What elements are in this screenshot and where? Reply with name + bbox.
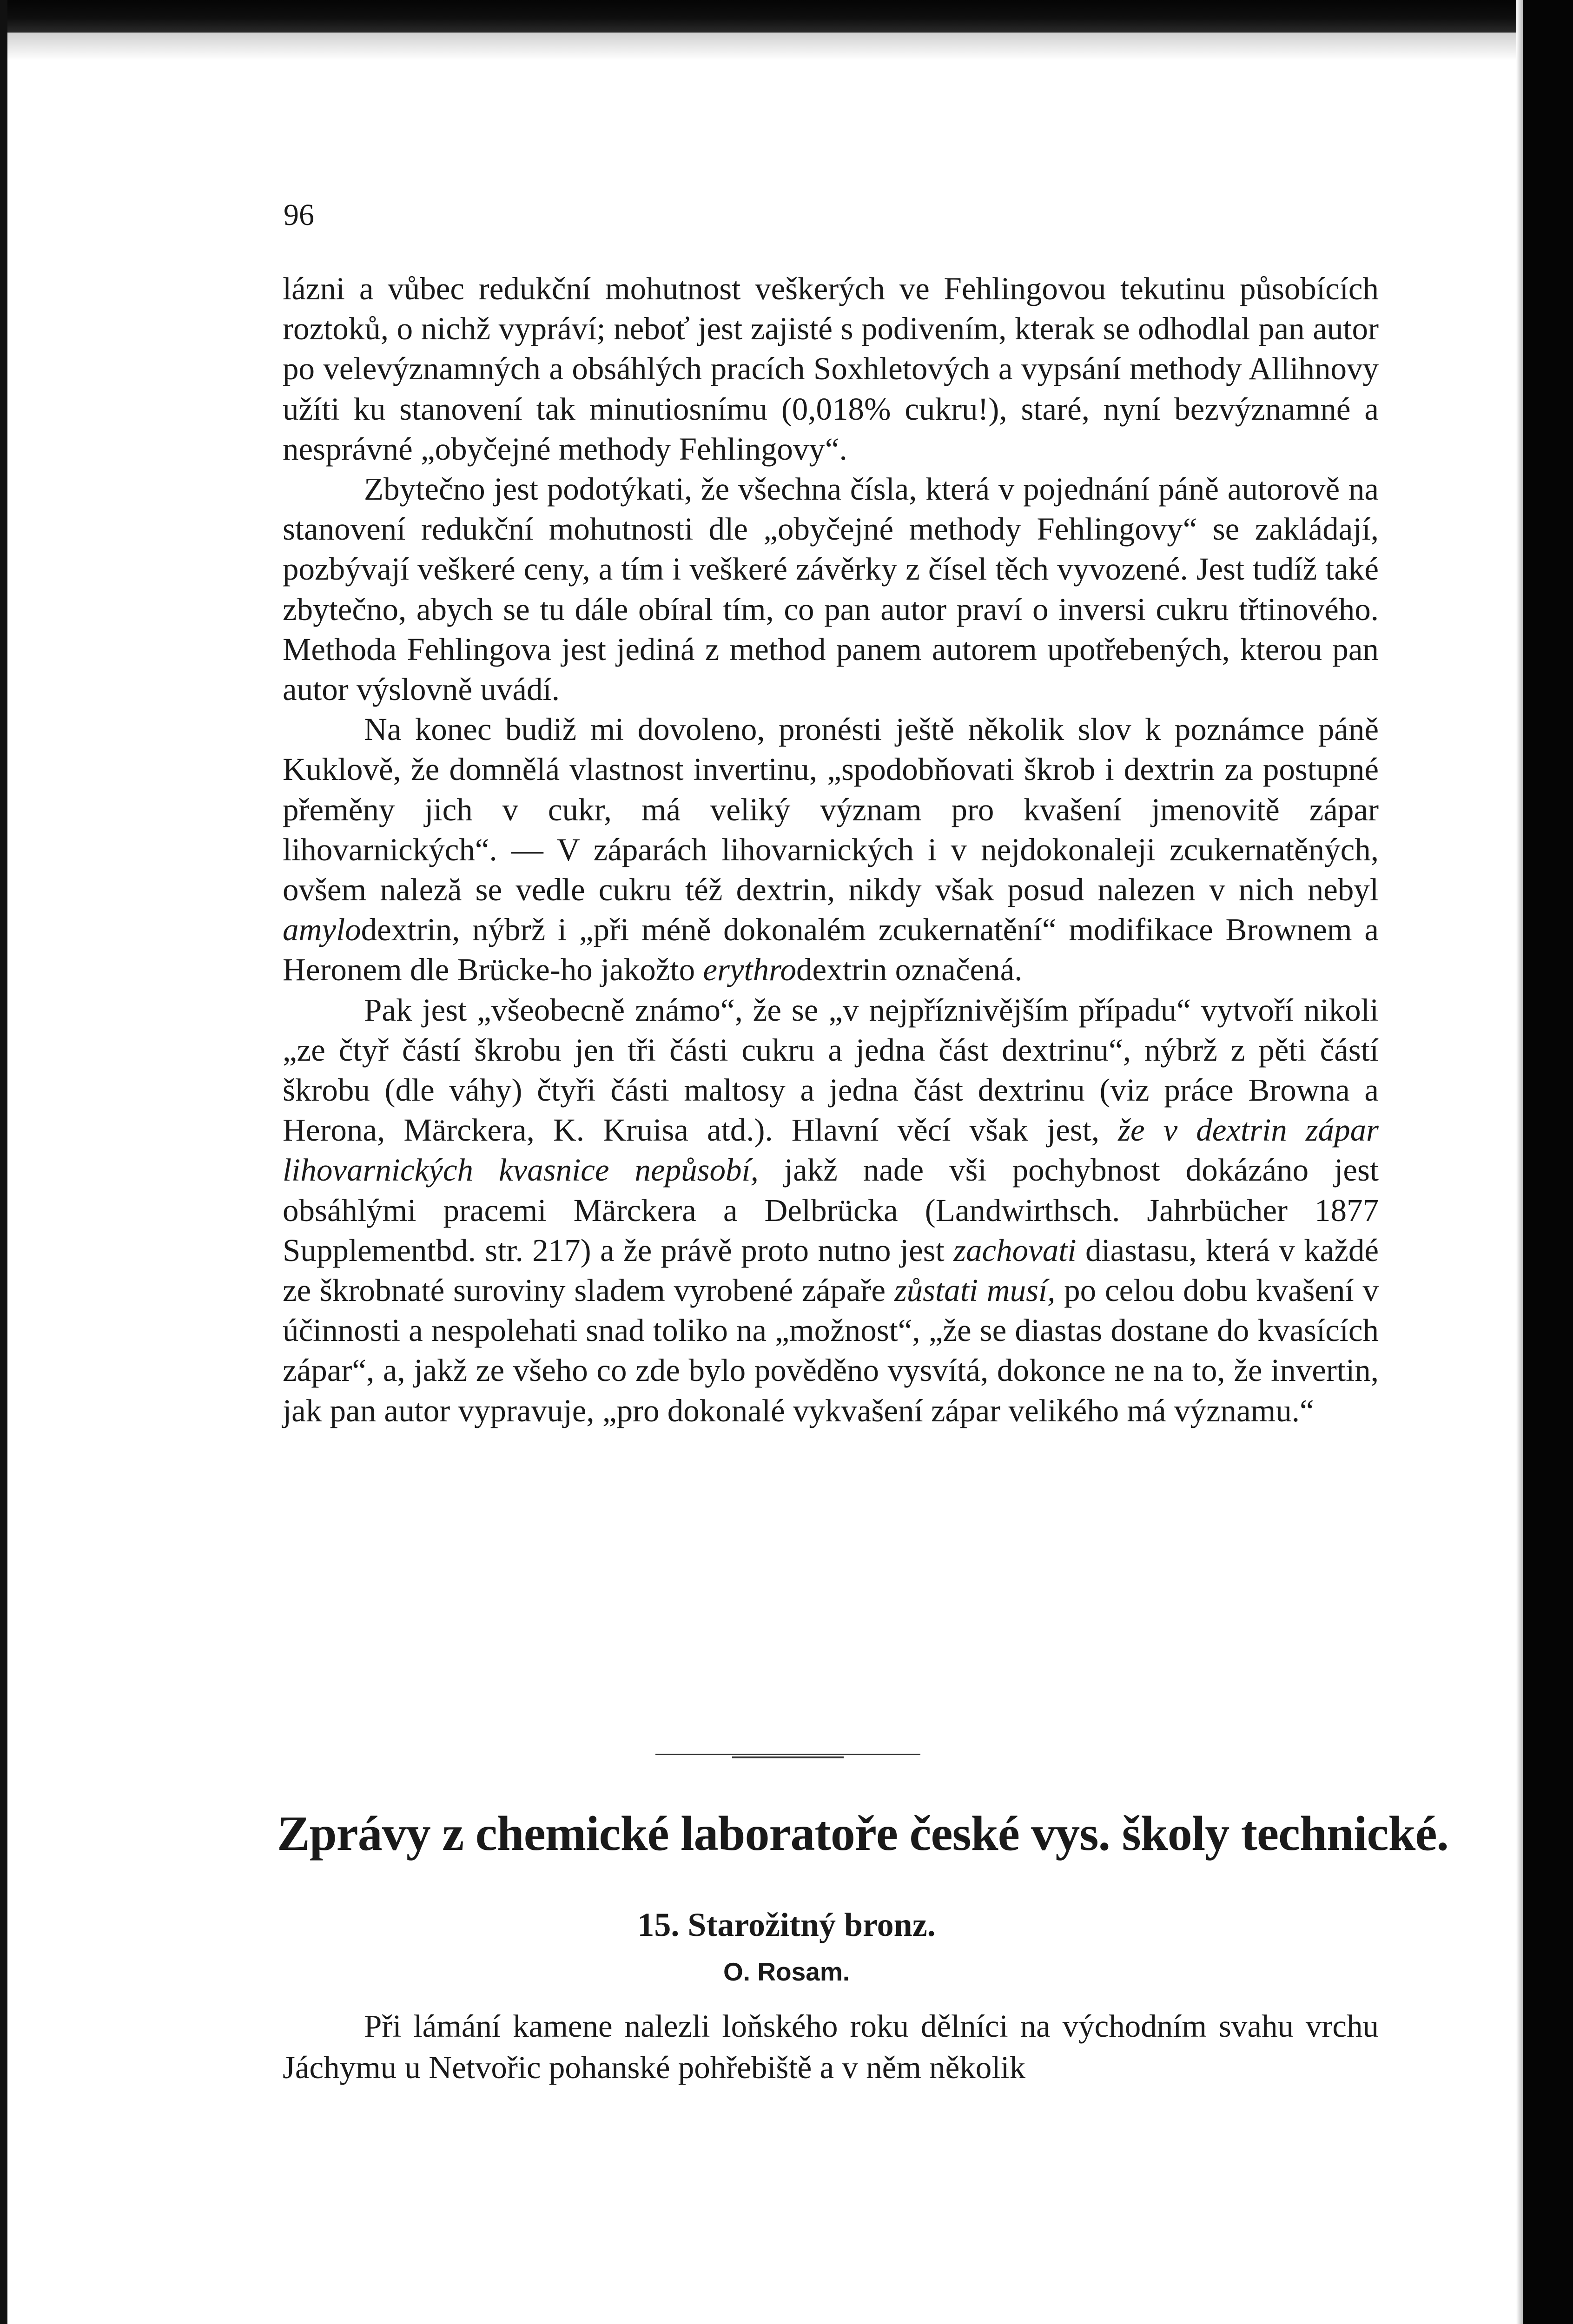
italic-emphasis-1: že v dextrin zápar lihovarnických kvasnice nepůsobí, [283,1112,1379,1188]
italic-amylo: amylo [283,912,361,948]
article-paragraph-1: Při lámání kamene nalezli loňského roku dělníci na východním svahu vrchu Jáchymu u Netvořic pohanské pohřebiště a v něm několik [283,2008,1379,2085]
divider-line-short [732,1756,844,1758]
paragraph-3 [283,709,1379,990]
section-title: Zprávy z chemické laboratoře české vys. školy technické. [277,1806,1448,1861]
italic-emphasis-2: zachovati [953,1232,1077,1268]
body-text [283,269,1379,1431]
page-number: 96 [284,198,314,232]
section-divider [655,1754,920,1758]
scan-edge-shadow [0,33,1573,60]
paragraph-4-text-d: po celou dobu kvašení v účinnosti a nespolehati snad toliko na „možnost“, „že se diastas dostane do kvasících zápar“, a, jakž ze všeho co zde bylo pověděno vysvítá, dokonce ne na to, že invertin, jak pan autor vypravuje, „pro dokonalé vykvašení zápar velikého má významu.“ [283,1273,1379,1428]
paragraph-3-text-c: dextrin označená. [796,952,1023,988]
article-text [283,2006,1379,2088]
divider-line-long [655,1754,920,1755]
scan-edge-top [0,0,1573,33]
article-author: O. Rosam. [723,1957,850,1986]
italic-erythro: erythro [703,952,796,988]
paragraph-4-text-a: Pak jest „všeobecně známo“, že se „v nejpříznivějším případu“ vytvoří nikoli „ze čtyř částí škrobu jen tři části cukru a jedna část dextrinu“, nýbrž z pěti částí škrobu (dle váhy) čtyři části maltosy a jedna část dextrinu (viz práce Browna a Herona, Märckera, K. Kruisa atd.). Hlavní věcí však jest, [283,992,1379,1148]
paragraph-4-text-b: jakž nade vši pochybnost dokázáno jest obsáhlými pracemi Märckera a Delbrücka (Landwirthsch. Jahrbücher 1877 Supplementbd. str. 217) a že právě proto nutno jest [283,1152,1379,1268]
paragraph-2: Zbytečno jest podotýkati, že všechna čísla, která v pojednání páně autorově na stanovení redukční mohutnosti dle „obyčejné methody Fehlingovy“ se zakládají, pozbývají veškeré ceny, a tím i veškeré závěrky z čísel těch vyvozené. Jest tudíž také zbytečno, abych se tu dále obíral tím, co pan autor praví o inversi cukru třtinového. Methoda Fehlingova jest jediná z method panem autorem upotřebených, kterou pan autor výslovně uvádí. [283,471,1379,707]
paragraph-1: lázni a vůbec redukční mohutnost veškerých ve Fehlingovou tekutinu působících roztoků, o nichž vypráví; neboť jest zajisté s podivením, kterak se odhodlal pan autor po velevýznamných a obsáhlých pracích Soxhletových a vypsání methody Allihnovy užíti ku stanovení tak minutiosnímu (0,018% cukru!), staré, nyní bezvýznamné a nesprávné „obyčejné methody Fehlingovy“. [283,271,1379,467]
italic-emphasis-3: zůstati musí, [894,1273,1056,1308]
paragraph-3-text-b: dextrin, nýbrž i „při méně dokonalém zcukernatění“ modifikace Brownem a Heronem dle Brücke-ho jakožto [283,912,1379,988]
paragraph-4-text-c: diastasu, která v každé ze škrobnaté suroviny sladem vyrobené zápaře [283,1232,1379,1308]
paragraph-4 [283,990,1379,1431]
paragraph-3-text-a: Na konec budiž mi dovoleno, pronésti ještě několik slov k poznámce páně Kuklově, že domnělá vlastnost invertinu, „spodobňovati škrob i dextrin za postupné přeměny jich v cukr, má veliký význam pro kvašení jmenovitě zápar lihovarnických“. — V záparách lihovarnických i v nejdokonaleji zcukernatěných, ovšem naleză se vedle cukru též dextrin, nikdy však posud nalezen v nich nebyl [283,712,1379,908]
article-title: 15. Starožitný bronz. [637,1906,936,1943]
